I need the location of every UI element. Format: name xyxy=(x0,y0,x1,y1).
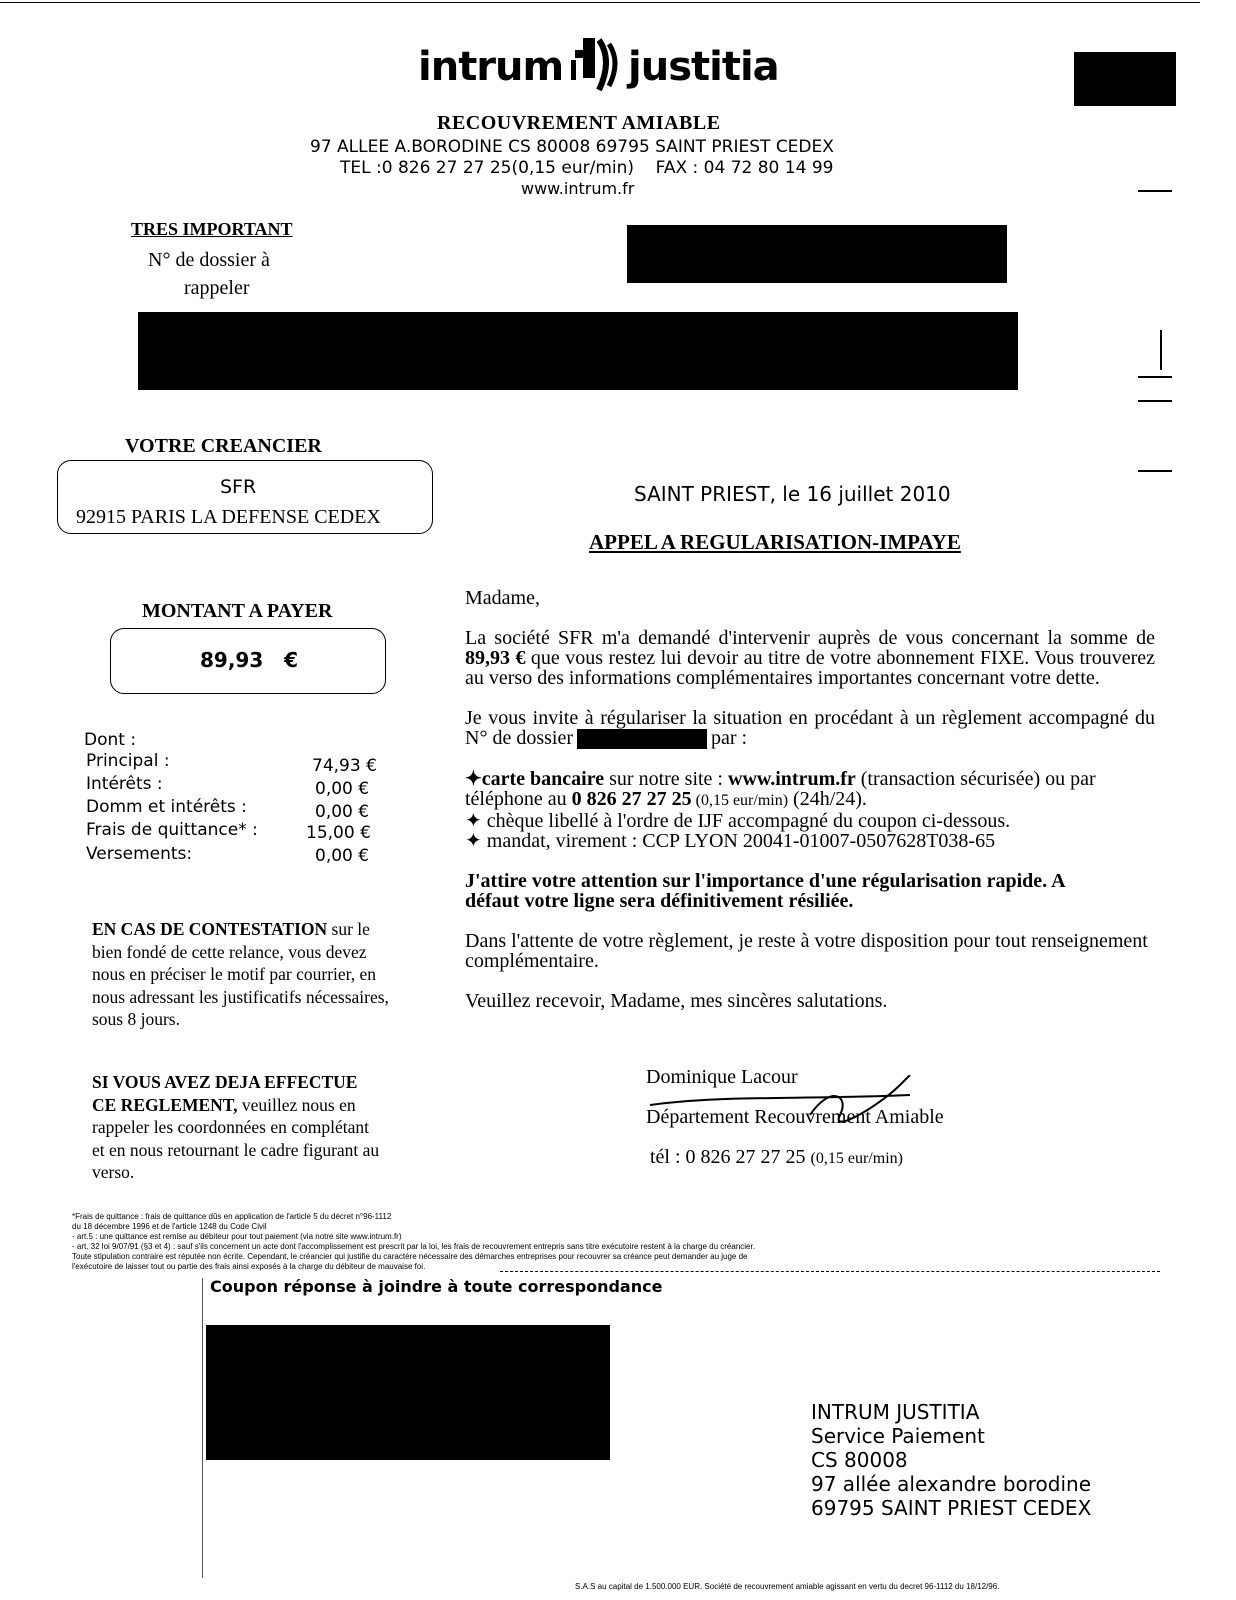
coupon-margin-line xyxy=(202,1278,203,1578)
payment-options xyxy=(465,769,1155,851)
redacted-recipient-address xyxy=(138,312,1018,390)
company-phone-fax: TEL :0 826 27 27 25(0,15 eur/min) FAX : 04 72 80 14 99 xyxy=(340,158,834,178)
paragraph-2: Je vous invite à régulariser la situation en procédant à un règlement accompagné du N° de dossier par : xyxy=(465,707,1155,749)
breakdown-value-principal: 74,93 € xyxy=(312,756,377,776)
coupon-title: Coupon réponse à joindre à toute correspondance xyxy=(210,1277,663,1296)
coupon-recipient-address: INTRUM JUSTITIA Service Paiement CS 80008 97 allée alexandre borodine 69795 SAINT PRIEST CEDEX xyxy=(811,1400,1092,1520)
place-date: SAINT PRIEST, le 16 juillet 2010 xyxy=(634,482,951,506)
amount-title: MONTANT A PAYER xyxy=(142,600,333,622)
breakdown-label-damages: Domm et intérêts : xyxy=(86,797,247,817)
paragraph-1: La société SFR m'a demandé d'intervenir auprès de vous concernant la somme de 89,93 € que vous restez lui devoir au titre de votre abonnement FIXE. Vous trouverez au verso des informations complémentaires importantes concernant votre dette. xyxy=(465,627,1155,689)
signer-department: Département Recouvrement Amiable xyxy=(646,1106,944,1128)
breakdown-label-payments: Versements: xyxy=(86,844,193,864)
already-paid-notice: SI VOUS AVEZ DEJA EFFECTUE CE REGLEMENT, veuillez nous en rappeler les coordonnées en complétant et en nous retournant le cadre figurant au verso. xyxy=(92,1072,380,1182)
breakdown-value-damages: 0,00 € xyxy=(315,802,370,822)
breakdown-value-fees: 15,00 € xyxy=(306,823,371,843)
company-website: www.intrum.fr xyxy=(521,179,635,198)
creditor-name: SFR xyxy=(220,476,257,498)
payment-option-transfer: ✦ mandat, virement : CCP LYON 20041-01007-0507628T038-65 xyxy=(465,830,996,853)
legal-footer: S.A.S au capital de 1.500.000 EUR. Société de recouvrement amiable agissant en vertu du decret 96-1112 du 18/12/96. xyxy=(575,1582,1000,1591)
logo-icon xyxy=(567,30,627,110)
logo-justitia: justitia xyxy=(628,44,779,90)
breakdown-label-interest: Intérêts : xyxy=(86,774,163,794)
contest-notice: EN CAS DE CONTESTATION sur le bien fondé de cette relance, vous devez nous en préciser le motif par courrier, en nous adressant les justificatifs nécessaires, sous 8 jours. xyxy=(92,919,389,1029)
letter-body xyxy=(465,588,1155,1011)
amount-value: 89,93 € xyxy=(200,648,299,672)
signer-phone: tél : 0 826 27 27 25 (0,15 eur/min) xyxy=(650,1146,903,1168)
paragraph-3: Dans l'attente de votre règlement, je reste à votre disposition pour tout renseignement complémentaire. xyxy=(465,930,1148,973)
salutation: Madame, xyxy=(465,587,540,609)
redacted-file-number xyxy=(627,225,1007,283)
creditor-title: VOTRE CREANCIER xyxy=(125,435,322,457)
redacted-block xyxy=(1074,52,1176,106)
top-border xyxy=(0,2,1200,3)
logo-intrum: intrum xyxy=(418,44,564,90)
footnotes: *Frais de quittance : frais de quittance dûs en application de l'article 5 du décret n°96-1112 du 18 décembre 1996 et de l'article 1248 du Code Civil - art.5 : une quittance est remise au débiteur pour tout paiement (via notre site www.intrum.fr) - art. 32 loi 9/07/91 (§3 et 4) : sauf s'ils concernent un acte dont l'accomplissement est prescrit par la loi, les frais de recouvrement entrepris sans titre exécutoire restent à la charge du créancier. Toute stipulation contraire est réputée non écrite. Cependant, le créancier qui justifie du caractère nécessaire des démarches entreprises pour recouvrer sa créance peut demander au juge de l'exécutoire de laisser tout ou partie des frais ainsi exposés à la charge du débiteur de mauvaise foi. xyxy=(72,1212,755,1271)
closing: Veuillez recevoir, Madame, mes sincères salutations. xyxy=(465,990,888,1013)
letter-subject: APPEL A REGULARISATION-IMPAYE xyxy=(589,530,961,554)
company-address: 97 ALLEE A.BORODINE CS 80008 69795 SAINT PRIEST CEDEX xyxy=(310,137,834,157)
breakdown-value-payments: 0,00 € xyxy=(315,846,370,866)
creditor-address: 92915 PARIS LA DEFENSE CEDEX xyxy=(76,506,381,528)
subtitle: RECOUVREMENT AMIABLE xyxy=(437,112,721,134)
breakdown-label-fees: Frais de quittance* : xyxy=(86,820,258,840)
signer-name: Dominique Lacour xyxy=(646,1066,798,1088)
payment-option-card: ✦carte bancaire sur notre site : www.intrum.fr (transaction sécurisée) ou par téléphone au 0 826 27 27 25 (0,15 eur/min) (24h/24). xyxy=(465,768,1096,811)
coupon-cut-line xyxy=(500,1271,1160,1272)
breakdown-label: Dont : xyxy=(84,730,137,750)
important-title: TRES IMPORTANT xyxy=(131,219,293,239)
file-number-label: N° de dossier à xyxy=(148,249,270,271)
breakdown-value-interest: 0,00 € xyxy=(315,779,370,799)
payment-option-cheque: ✦ chèque libellé à l'ordre de IJF accompagné du coupon ci-dessous. xyxy=(465,810,1011,833)
redacted-coupon-address xyxy=(206,1325,610,1460)
breakdown-label-principal: Principal : xyxy=(86,751,170,771)
file-number-label-2: rappeler xyxy=(184,277,250,299)
warning-text: J'attire votre attention sur l'importance d'une régularisation rapide. A défaut votre ligne sera définitivement résiliée. xyxy=(465,870,1065,913)
